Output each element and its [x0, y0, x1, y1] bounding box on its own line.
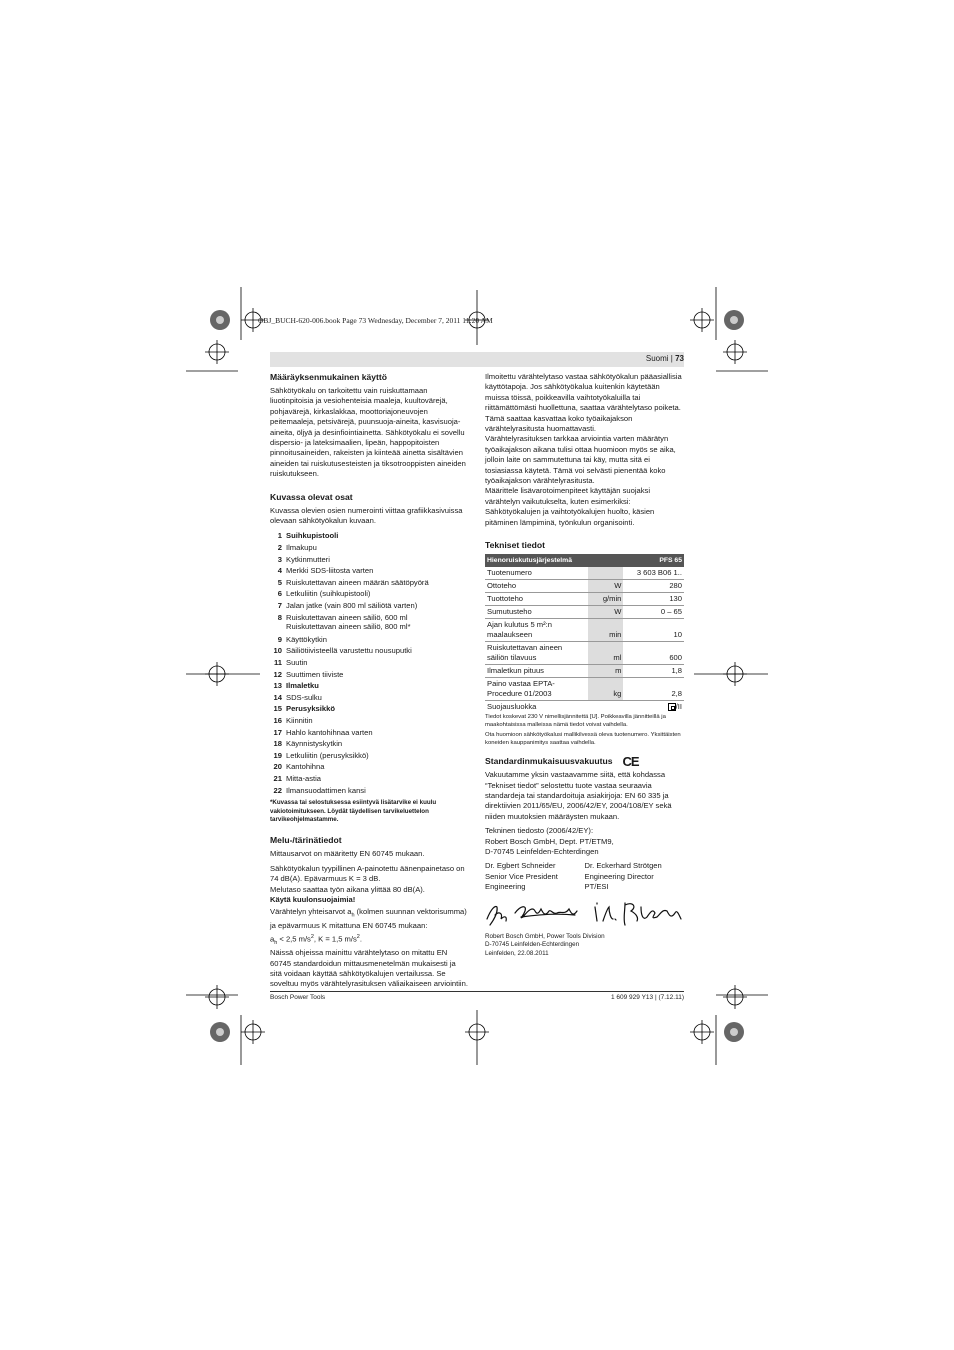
conformity-text: Vakuutamme yksin vastaavamme siitä, että kohdassa “Tekniset tiedot” selostettu tuote vastaa seuraavia standardeja tai standardoituja asiakirjoja: EN 60 335 ja direktiivien 2011/65/EU, 2006/42/EY, 2004/108/EY sekä niiden muutoksien määräysten mukaan. — [485, 770, 672, 821]
signatory-1: Dr. Egbert Schneider Senior Vice President Engineering — [485, 861, 558, 892]
vibration-p2: Näissä ohjeissa mainittu värähtelytaso on mitattu EN 60745 standardoidun mittausmenetelmän mukaisesti ja sitä voidaan käyttää sähkötyökalujen vertailussa. Se soveltuu myös värähtelyrasituksen väliaikaiseen arviointiin. — [270, 948, 468, 989]
intended-use-text: Sähkötyökalu on tarkoitettu vain ruiskuttamaan liuotinpitoisia ja vesiohenteisia maaleja, kuultovärejä, pohjavärejä, kirkaslakkaa, moottoriajoneuvojen peitemaaleja, petsivärejä, puunsuoja-aineita, kasvisuoja-aineita, öljyä ja desinfiointiainetta. Sähkötyökalu ei sovellu dispersio- ja lateksimaalien, lipeän, happopitoisten pinnoitusaineiden, rakeisten ja kiinteää ainetta sisältävien aineiden tai ruiskutusesteisten ja tiksotrooppisten aineiden ruiskutukseen. — [270, 386, 466, 479]
vibration-cont-p3: Määrittele lisävarotoimenpiteet käyttäjän suojaksi värähtelyn vaikutukselta, kuten esimerkiksi: Sähkötyökalujen ja vaihtotyökalujen huolto, käsien pitäminen lämpiminä, työnkulun organisointi. — [485, 486, 655, 527]
table-row: Tuotenumero 3 603 B06 1.. — [485, 567, 684, 580]
list-item: 17 Hahlo kantohihnaa varten — [273, 727, 373, 737]
accessory-note: *Kuvassa tai selostuksessa esiintyvä lisätarvike ei kuulu vakiotoimitukseen. Löydät täydellisen tarvikeluettelon tarvikeohjelmastamme. — [270, 799, 437, 823]
left-column — [270, 372, 468, 994]
header-band — [270, 352, 684, 367]
list-item: 10 Säiliötiivisteellä varustettu nousuputki — [273, 646, 412, 656]
list-item: 13 Ilmaletku — [273, 681, 319, 691]
footer-rule — [270, 991, 684, 992]
list-item: 2 Ilmakupu — [277, 543, 317, 553]
list-item: 3 Kytkinmutteri — [277, 554, 330, 564]
list-item: 14 SDS-sulku — [273, 692, 322, 702]
noise-p1: Mittausarvot on määritetty EN 60745 mukaan. — [270, 849, 425, 859]
list-item: 20 Kantohihna — [273, 762, 325, 772]
vibration-cont-p2: Värähtelyrasituksen tarkkaa arviointia varten määrätyn työaikajakson aikana tulisi ottaa huomioon myös se aika, jolloin laite on sammutettuna tai käy, mutta sitä ei tosiasiassa käytetä. Tämä voi selvästi pienentää koko työaikajakson värähtelyrasitusta. — [485, 434, 676, 486]
table-row: Ottoteho W 280 — [485, 580, 684, 593]
conformity-heading: Standardinmukaisuusvakuutus CE — [485, 754, 639, 770]
footer-brand: Bosch Power Tools — [270, 994, 326, 1001]
tech-table-model: PFS 65 — [623, 554, 684, 567]
table-row: Ajan kulutus 5 m²:n maalaukseen min 10 — [485, 619, 684, 642]
list-item: 7 Jalan jatke (vain 800 ml säiliötä varten) — [277, 601, 418, 611]
components-list — [270, 530, 468, 796]
signatories — [485, 861, 684, 892]
technical-file: Tekninen tiedosto (2006/42/EY): Robert Bosch GmbH, Dept. PT/ETM9, D-70745 Leinfelden-Echterdingen — [485, 826, 614, 856]
ce-mark-icon: CE — [622, 754, 639, 770]
table-row: Suojausluokka /II — [487, 702, 682, 712]
table-row: Paino vastaa EPTA-Procedure 01/2003 kg 2,8 — [485, 678, 684, 701]
list-item: 21 Mitta-astia — [273, 773, 322, 783]
noise-p2: Sähkötyökalun tyypillinen A-painotettu äänenpainetaso on 74 dB(A). Epävarmuus K = 3 dB. — [270, 863, 465, 884]
list-item: 22 Ilmansuodattimen kansi — [273, 785, 366, 795]
table-row: Ruiskutettavan aineen säiliön tilavuus ml 600 — [485, 642, 684, 665]
signatory-2: Dr. Eckerhard Strötgen Engineering Director PT/ESI — [584, 861, 662, 892]
tech-footnote-1: Tiedot koskevat 230 V nimellisjännitettä [U]. Poikkeavilla jännitteillä ja maakohtaisissa malleissa nämä tiedot voivat vaihdella. — [485, 714, 666, 729]
list-item: 12 Suuttimen tiiviste — [273, 669, 344, 679]
tech-table — [485, 554, 684, 713]
table-row: Tuottoteho g/min 130 — [485, 593, 684, 606]
company-info: Robert Bosch GmbH, Power Tools Division D-70745 Leinfelden-Echterdingen Leinfelden, 22.08.2011 — [485, 932, 605, 957]
table-row: Sumutusteho W 0 – 65 — [485, 606, 684, 619]
components-intro: Kuvassa olevien osien numerointi viittaa grafiikkasivuissa olevaan sähkötyökalun kuvaan. — [270, 505, 463, 526]
right-column — [485, 372, 684, 958]
list-item: 5 Ruiskutettavan aineen määrän säätöpyörä — [277, 577, 429, 587]
tech-footnote-2: Ota huomioon sähkötyökalusi mallikilvessä oleva tuotenumero. Yksittäisten koneiden kauppanimitys saattaa vaihdella. — [485, 731, 681, 746]
page-label: Suomi | 73 — [645, 354, 684, 363]
noise-warning: Käytä kuulonsuojaimia! — [270, 894, 356, 904]
protection-class-icon — [668, 703, 676, 711]
noise-p3: Melutaso saattaa työn aikana ylittää 80 dB(A). — [270, 884, 425, 894]
tech-table-header: Hienoruiskutusjärjestelmä — [485, 554, 623, 567]
list-item: 1 Suihkupistooli — [277, 531, 339, 541]
list-item: 15 Perusyksikkö — [273, 704, 335, 714]
list-item: 6 Letkuliitin (suihkupistooli) — [277, 589, 371, 599]
intended-use-heading: Määräyksenmukainen käyttö — [270, 372, 388, 382]
list-item: 9 Käyttökytkin — [277, 634, 327, 644]
list-item: 19 Letkuliitin (perusyksikkö) — [273, 750, 369, 760]
list-item: 16 Kiinnitin — [273, 715, 313, 725]
signatures — [485, 895, 684, 931]
list-item: 18 Käynnistyskytkin — [273, 739, 343, 749]
list-item: 11 Suutin — [273, 658, 308, 667]
vibration-p1: Värähtelyn yhteisarvot $a_h$ (kolmen suunnan vektorisumma) ja epävarmuus K mitattuna EN 60745 mukaan: — [270, 907, 467, 931]
list-item: 8 Ruiskutettavan aineen säiliö, 600 ml Ruiskutettavan aineen säiliö, 800 ml* — [277, 612, 411, 632]
table-row: Ilmaletkun pituus m 1,8 — [485, 665, 684, 678]
print-header: OBJ_BUCH-620-006.book Page 73 Wednesday, December 7, 2011 11:20 AM — [258, 316, 493, 325]
page-number: 73 — [675, 354, 684, 363]
noise-heading: Melu-/tärinätiedot — [270, 835, 342, 846]
tech-heading: Tekniset tiedot — [485, 540, 546, 551]
footer-docnumber: 1 609 929 Y13 | (7.12.11) — [610, 994, 684, 1001]
list-item: 4 Merkki SDS-liitosta varten — [277, 566, 374, 576]
vibration-values: $a_h < 2,5$ $m/s^2$, K = 1,5 $m/s^2$. — [270, 933, 362, 946]
section-name: Suomi — [645, 354, 669, 363]
vibration-cont-p1: Ilmoitettu värähtelytaso vastaa sähkötyökalun pääasiallisia käyttötapoja. Jos sähkötyökalua kuitenkin käytetään muissa töissä, poikkeavilla vaihtotyökaluilla tai riittämättömästi huollettuna, saattaa värähtelytaso poiketa. Tämä saattaa kasvattaa koko työaikajakson värähtelyrasitusta huomattavasti. — [485, 372, 682, 434]
components-heading: Kuvassa olevat osat — [270, 491, 353, 502]
